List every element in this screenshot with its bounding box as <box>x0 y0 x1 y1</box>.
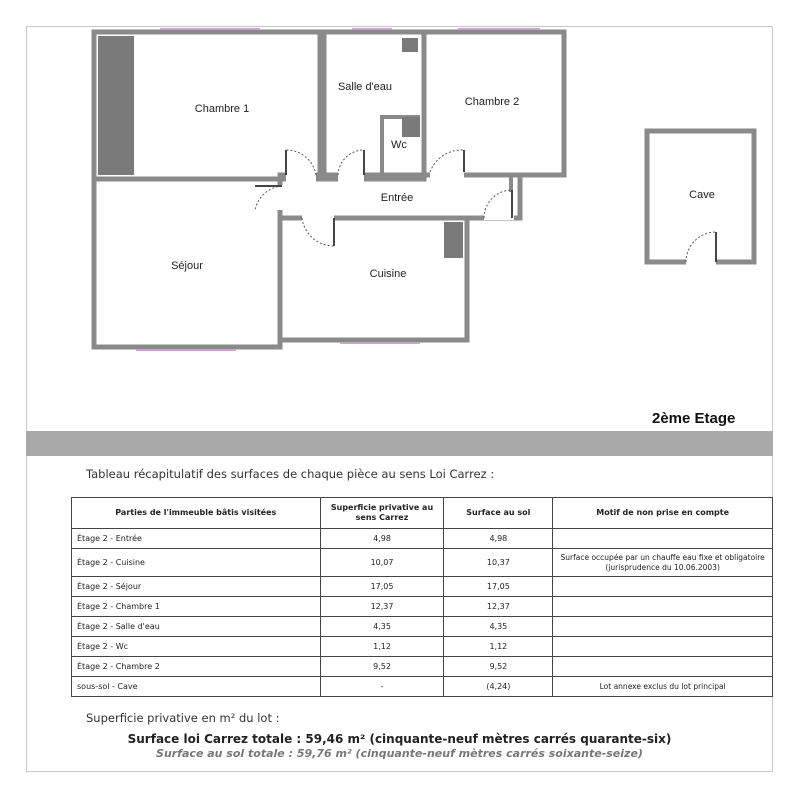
header-motif: Motif de non prise en compte <box>553 498 773 529</box>
cell-motif <box>553 617 773 637</box>
table-header-row <box>72 498 773 529</box>
cell-motif <box>553 529 773 549</box>
cell-carrez: - <box>320 677 444 697</box>
table-row <box>72 657 773 677</box>
table-row <box>72 577 773 597</box>
cell-motif <box>553 577 773 597</box>
floor-label: 2ème Etage <box>652 410 736 427</box>
wall-salle-deau <box>320 32 424 179</box>
cell-carrez: 10,07 <box>320 549 444 577</box>
separator-band <box>26 431 773 456</box>
cell-part: Étage 2 - Entrée <box>72 529 321 549</box>
table-row <box>72 549 773 577</box>
label-cuisine: Cuisine <box>369 268 407 280</box>
cell-carrez: 9,52 <box>320 657 444 677</box>
cell-motif: Surface occupée par un chauffe eau fixe et obligatoire (jurisprudence du 10.06.2003) <box>553 549 773 577</box>
salle-deau-shaft <box>402 38 418 52</box>
cell-sol: 4,98 <box>444 529 553 549</box>
cell-motif: Lot annexe exclus du lot principal <box>553 677 773 697</box>
label-wc: Wc <box>391 139 407 151</box>
cell-sol: 17,05 <box>444 577 553 597</box>
cell-part: Étage 2 - Séjour <box>72 577 321 597</box>
table-row <box>72 597 773 617</box>
table-row <box>72 617 773 637</box>
cell-carrez: 4,98 <box>320 529 444 549</box>
table-row <box>72 529 773 549</box>
cell-motif <box>553 597 773 617</box>
cell-sol: 12,37 <box>444 597 553 617</box>
label-cave: Cave <box>689 189 715 201</box>
cell-carrez: 1,12 <box>320 637 444 657</box>
label-entree: Entrée <box>380 192 414 204</box>
table-title: Tableau récapitulatif des surfaces de chaque pièce au sens Loi Carrez : <box>86 467 495 481</box>
cell-part: Étage 2 - Salle d'eau <box>72 617 321 637</box>
cell-sol: 4,35 <box>444 617 553 637</box>
cell-carrez: 4,35 <box>320 617 444 637</box>
cell-sol: 1,12 <box>444 637 553 657</box>
cell-part: Étage 2 - Chambre 2 <box>72 657 321 677</box>
label-chambre1: Chambre 1 <box>194 103 250 115</box>
cell-part: Étage 2 - Chambre 1 <box>72 597 321 617</box>
table-row <box>72 637 773 657</box>
cell-carrez: 17,05 <box>320 577 444 597</box>
header-sol: Surface au sol <box>444 498 553 529</box>
chambre1-closet <box>98 36 134 175</box>
sol-total: Surface au sol totale : 59,76 m² (cinquante-neuf mètres carrés soixante-seize) <box>156 747 643 760</box>
header-part: Parties de l'immeuble bâtis visitées <box>72 498 321 529</box>
cell-part: sous-sol - Cave <box>72 677 321 697</box>
cell-sol: (4,24) <box>444 677 553 697</box>
label-salle-deau: Salle d'eau <box>337 81 393 93</box>
cell-part: Étage 2 - Wc <box>72 637 321 657</box>
header-carrez: Superficie privative au sens Carrez <box>320 498 444 529</box>
cuisine-shaft <box>444 222 463 258</box>
wc-shaft <box>402 117 420 137</box>
cell-motif <box>553 637 773 657</box>
table-row <box>72 677 773 697</box>
label-chambre2: Chambre 2 <box>464 96 520 108</box>
cell-motif <box>553 657 773 677</box>
cell-part: Étage 2 - Cuisine <box>72 549 321 577</box>
cell-carrez: 12,37 <box>320 597 444 617</box>
label-sejour: Séjour <box>171 260 203 272</box>
cell-sol: 10,37 <box>444 549 553 577</box>
surface-table <box>71 497 773 697</box>
carrez-total: Surface loi Carrez totale : 59,46 m² (cinquante-neuf mètres carrés quarante-six) <box>127 732 672 746</box>
cell-sol: 9,52 <box>444 657 553 677</box>
summary-title: Superficie privative en m² du lot : <box>86 711 280 725</box>
